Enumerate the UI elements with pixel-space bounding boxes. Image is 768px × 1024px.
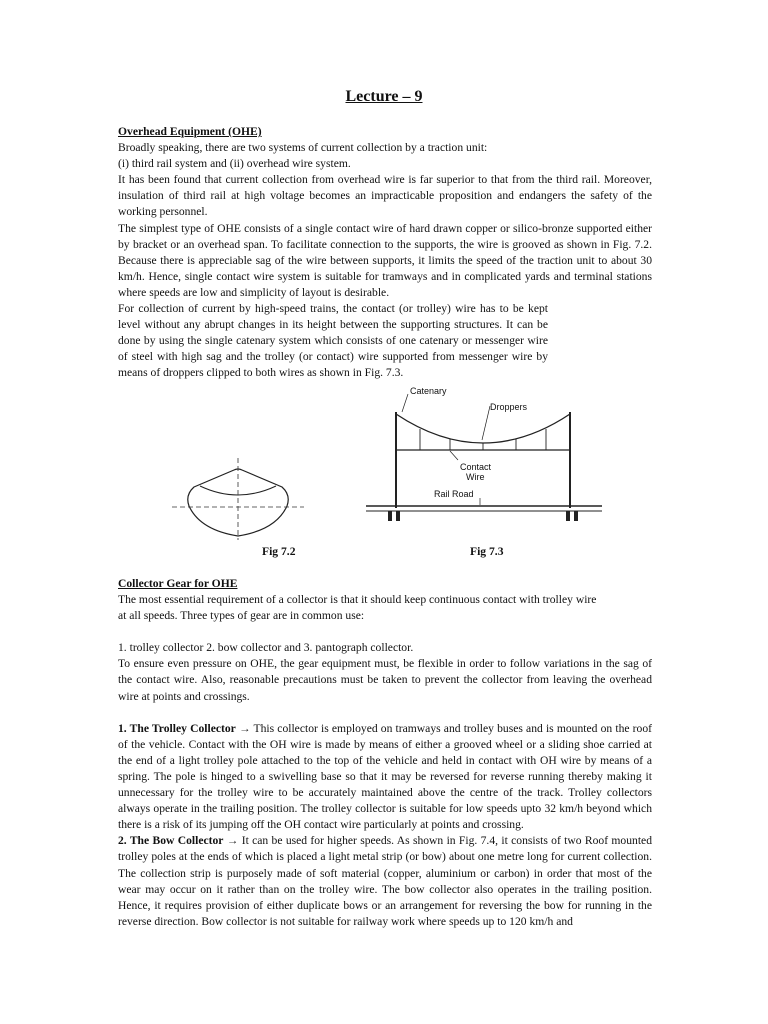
fig-7-3-catenary-diagram bbox=[362, 384, 606, 524]
arrow-icon: → bbox=[226, 834, 239, 848]
bow-collector-label: 2. The Bow Collector bbox=[118, 834, 224, 848]
arrow-icon: → bbox=[238, 721, 251, 735]
even-pressure-para: To ensure even pressure on OHE, the gear equipment must, be flexible in order to follow variations in the sag of the contact wire. Also, reasonable precautions must be taken to prevent the collector from leaving the overhead wire at points and crossings. bbox=[118, 657, 652, 703]
catenary-wire bbox=[396, 414, 570, 443]
fig-7-2-caption: Fig 7.2 bbox=[262, 545, 296, 558]
sleeper bbox=[388, 511, 392, 521]
collector-gear-section bbox=[118, 576, 652, 930]
sleeper bbox=[574, 511, 578, 521]
trolley-collector-para bbox=[118, 721, 652, 834]
collector-intro-line-1: The most essential requirement of a collector is that it should keep continuous contact with trolley wire bbox=[118, 593, 597, 607]
ohe-para-5: For collection of current by high-speed trains, the contact (or trolley) wire has to be kept level without any abrupt changes in its height between the supporting structures. It can be done by using the single catenary system which consists of one catenary or messenger wire of steel with high sag and the trolley (or contact) wire supported from messenger wire by means of droppers clipped to both wires as shown in Fig. 7.3. bbox=[118, 302, 548, 380]
bow-collector-text: It can be used for higher speeds. As shown in Fig. 7.4, it consists of two Roof mounted trolley poles at the ends of which is placed a light metal strip (or bow) about one metre long for current collection. The collection strip is purposely made of soft material (copper, aluminium or carbon) in order that most of the wear may occur on it rather than on the trolley wire. The bow collector also operates in the trailing position. Hence, it requires provision of either duplicate bows or an arrangement for reversing the bow for running in the reverse direction. Bow collector is not suitable for railway work where speeds up to 120 km/h and bbox=[118, 834, 652, 928]
contact-wire-leader bbox=[450, 451, 458, 460]
fig-7-2-grooved-wire-diagram bbox=[172, 458, 304, 540]
fig-7-3-caption: Fig 7.3 bbox=[470, 545, 504, 558]
label-catenary: Catenary bbox=[410, 386, 447, 396]
sleeper bbox=[566, 511, 570, 521]
collector-intro-line-2: at all speeds. Three types of gear are in common use: bbox=[118, 609, 365, 623]
label-contact: Contact bbox=[460, 462, 492, 472]
ohe-para-2: (i) third rail system and (ii) overhead wire system. bbox=[118, 157, 351, 171]
droppers-leader bbox=[482, 406, 490, 440]
ohe-para-4: The simplest type of OHE consists of a single contact wire of hard drawn copper or silico-bronze supported either by bracket or an overhead span. To facilitate connection to the supports, the wire is grooved as shown in Fig. 7.2. Because there is appreciable sag of the wire between supports, it limits the speed of the traction unit to about 30 km/h. Hence, single contact wire system is suitable for tramways and in complicated yards and terminal stations where speeds are low and simplicity of layout is desirable. bbox=[118, 221, 652, 299]
ohe-section bbox=[118, 124, 652, 382]
trolley-collector-text: This collector is employed on tramways and trolley buses and is mounted on the roof of the vehicle. Contact with the OH wire is made by means of either a grooved wheel or a sliding shoe carried at the end of a light trolley pole attached to the top of the vehicle and held in contact with OH wire by means of a spring. The pole is hinged to a swivelling base so that it may be reversed for reverse running thereby making it unnecessary for the trolley wire to be accurately maintained above the centre of the track. Trolley collectors always operate in the trailing position. The trolley collector is suitable for low speeds upto 32 km/h beyond which there is a risk of its jumping off the OH contact wire particularly at points and crossing. bbox=[118, 721, 652, 832]
catenary-leader bbox=[402, 394, 408, 412]
ohe-para-3: It has been found that current collection from overhead wire is far superior to that from the third rail. Moreover, insulation of third rail at high voltage becomes an impracticable proposition and endangers the safety of the working personnel. bbox=[118, 173, 652, 219]
label-rail-road: Rail Road bbox=[434, 489, 474, 499]
collector-gear-heading: Collector Gear for OHE bbox=[118, 577, 238, 590]
trolley-collector-label: 1. The Trolley Collector bbox=[118, 721, 236, 735]
label-droppers: Droppers bbox=[490, 402, 528, 412]
ohe-para-1: Broadly speaking, there are two systems of current collection by a traction unit: bbox=[118, 141, 488, 155]
label-wire: Wire bbox=[466, 472, 485, 482]
sleeper bbox=[396, 511, 400, 521]
bow-collector-para bbox=[118, 833, 652, 930]
lecture-title: Lecture – 9 bbox=[345, 88, 423, 105]
collector-types-line: 1. trolley collector 2. bow collector and 3. pantograph collector. bbox=[118, 641, 414, 655]
ohe-heading: Overhead Equipment (OHE) bbox=[118, 125, 262, 138]
